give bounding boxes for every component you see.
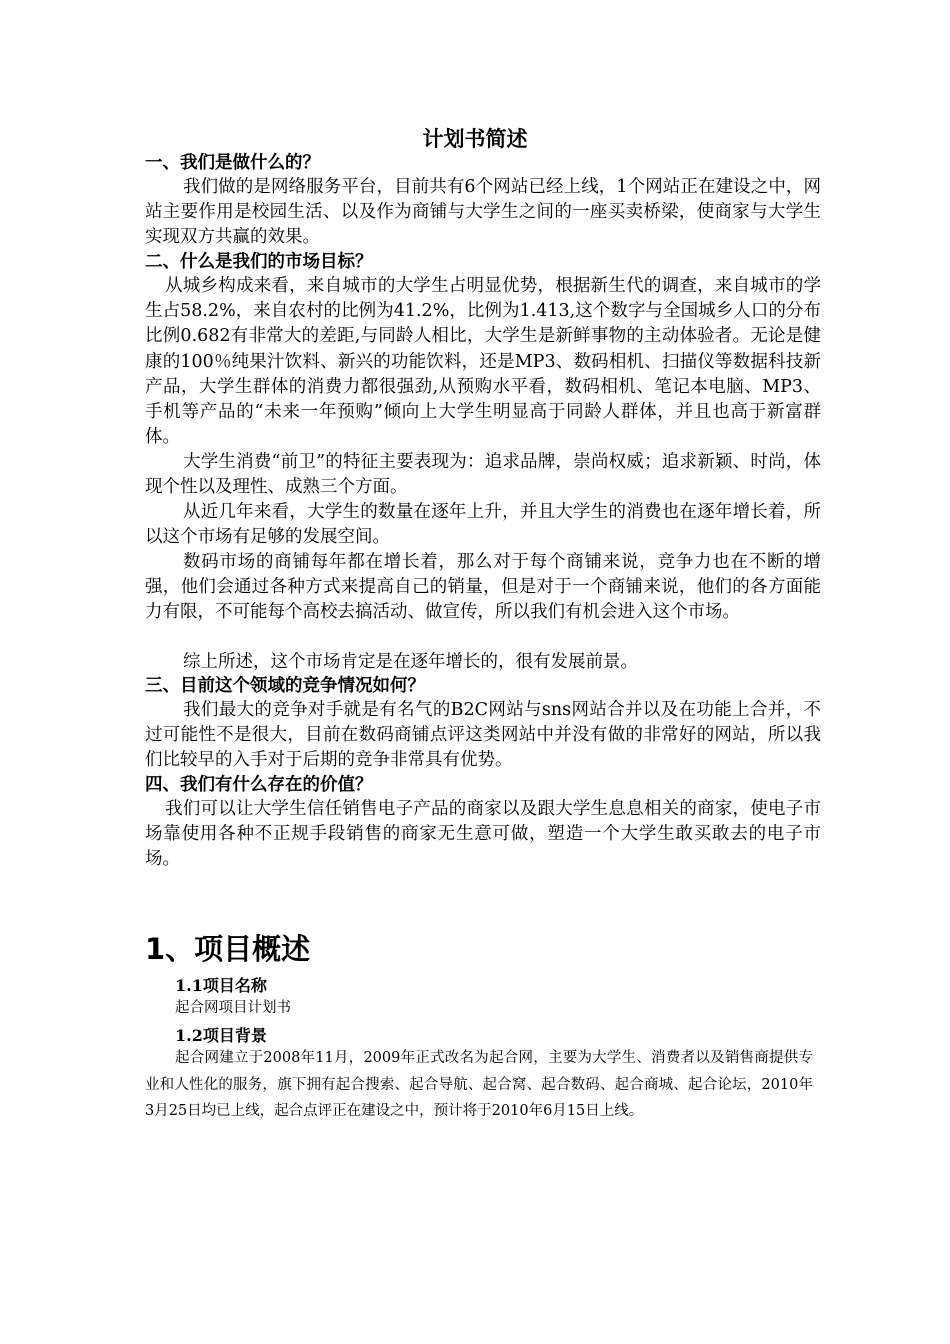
section-4-paragraph: 我们可以让大学生信任销售电子产品的商家以及跟大学生息息相关的商家，使电子市场靠使用各种不正规手段销售的商家无生意可做，塑造一个大学生敢买敢去的电子市场。 [145, 799, 821, 870]
subsection-1-text: 起合网项目计划书 [175, 1000, 291, 1016]
subsection-2-text: 起合网建立于2008年11月，2009年正式改名为起合网，主要为大学生、消费者以及销售商提供专业和人性化的服务，旗下拥有起合搜索、起合导航、起合窝、起合数码、起合商城、起合论坛，2010年3月25日均已上线，起合点评正在建设之中，预计将于2010年6月15日上线。 [145, 1050, 814, 1120]
doc-title: 计划书简述 [422, 127, 528, 151]
section-1-paragraph: 我们做的是网络服务平台，目前共有6个网站已经上线，1个网站正在建设之中，网站主要作用是校园生活、以及作为商铺与大学生之间的一座买卖桥梁，使商家与大学生实现双方共赢的效果。 [145, 177, 821, 248]
section-1-heading: 一、我们是做什么的？ [145, 153, 320, 173]
section-3-paragraph: 我们最大的竞争对手就是有名气的B2C网站与sns网站合并以及在功能上合并，不过可能性不是很大，目前在数码商铺点评这类网站中并没有做的非常好的网站，所以我们比较早的入手对于后期的竞争非常具有优势。 [145, 700, 821, 771]
section-2-heading: 二、什么是我们的市场目标？ [145, 252, 373, 272]
section-4-heading: 四、我们有什么存在的价值？ [145, 775, 373, 795]
section-2-paragraph-2: 大学生消费“前卫”的特征主要表现为：追求品牌，崇尚权威；追求新颖、时尚，体现个性以及理性、成熟三个方面。 [145, 452, 821, 498]
subsection-2-heading: 1.2项目背景 [175, 1026, 267, 1045]
section-2-paragraph-1: 从城乡构成来看，来自城市的大学生占明显优势，根据新生代的调查，来自城市的学生占58.2%，来自农村的比例为41.2%，比例为1.413,这个数字与全国城乡人口的分布比例0.682有非常大的差距,与同龄人相比，大学生是新鲜事物的主动体验者。无论是健康的100％纯果汁饮料、新兴的功能饮料，还是MP3、数码相机、扫描仪等数据科技新产品，大学生群体的消费力都很强劲,从预购水平看，数码相机、笔记本电脑、MP3、手机等产品的“未来一年预购”倾向上大学生明显高于同龄人群体，并且也高于新富群体。 [145, 276, 821, 448]
section-2-paragraph-5: 综上所述，这个市场肯定是在逐年增长的，很有发展前景。 [183, 652, 638, 672]
subsection-1-heading: 1.1项目名称 [175, 976, 267, 995]
section-2-paragraph-4: 数码市场的商铺每年都在增长着，那么对于每个商铺来说，竞争力也在不断的增强，他们会通过各种方式来提高自己的销量，但是对于一个商铺来说，他们的各方面能力有限，不可能每个高校去搞活动、做宣传，所以我们有机会进入这个市场。 [145, 552, 821, 623]
chapter-title: 1、项目概述 [145, 932, 311, 966]
section-2-paragraph-3: 从近几年来看，大学生的数量在逐年上升，并且大学生的消费也在逐年增长着，所以这个市场有足够的发展空间。 [145, 502, 821, 548]
section-3-heading: 三、目前这个领域的竞争情况如何？ [145, 676, 425, 696]
